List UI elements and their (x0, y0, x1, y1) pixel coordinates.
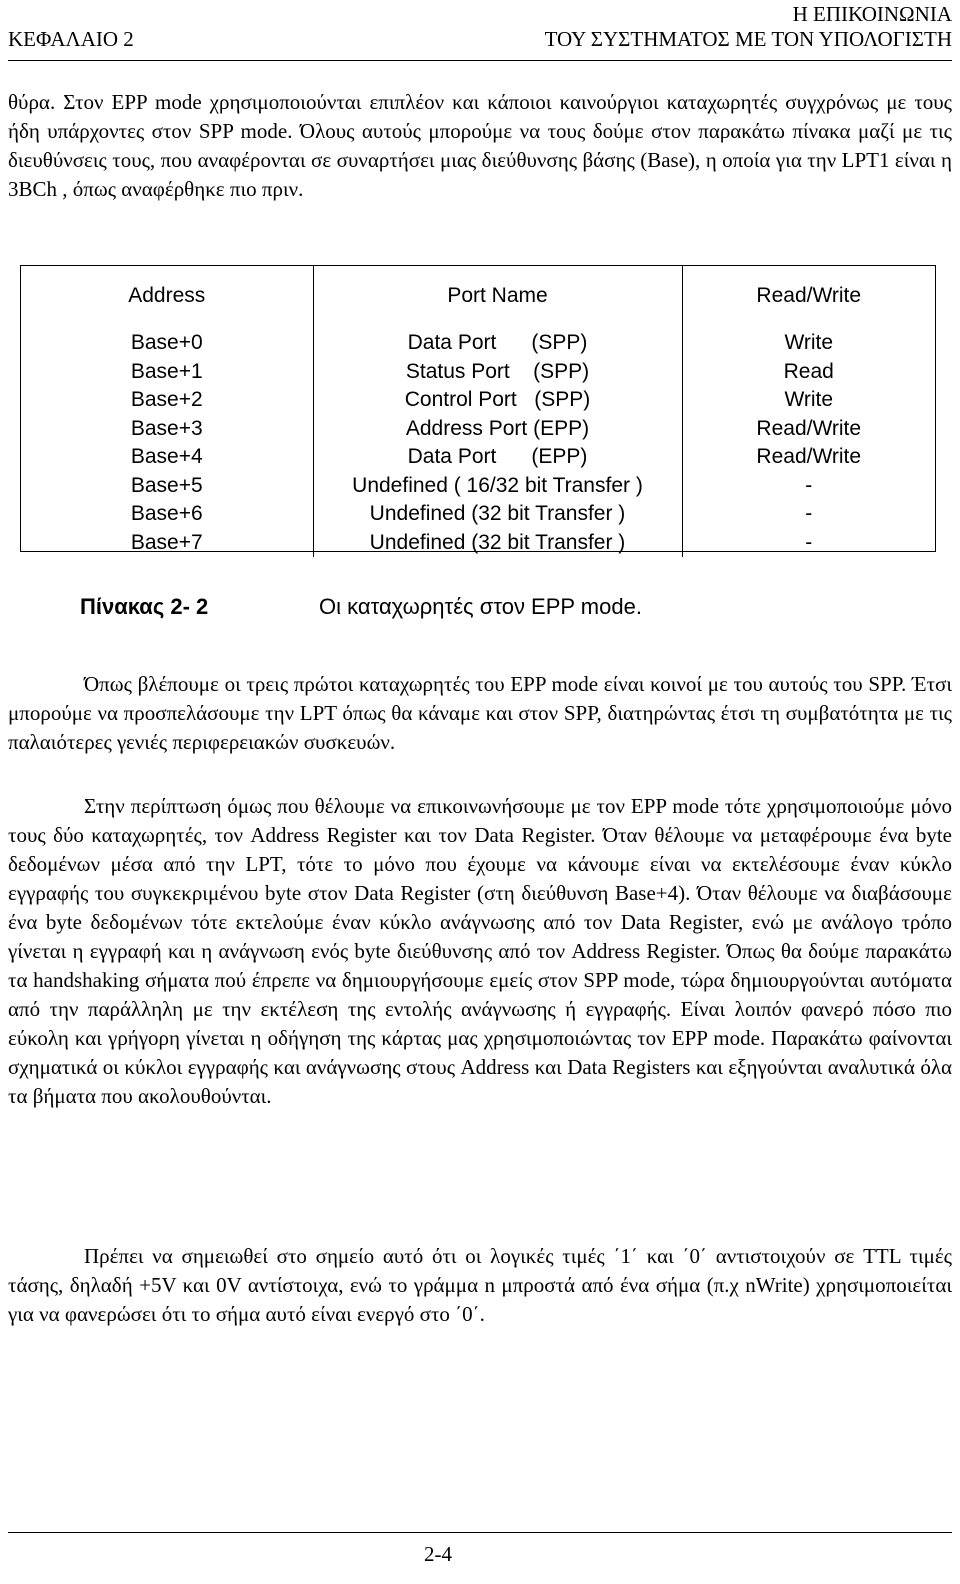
table-row (21, 443, 935, 472)
cell-port-name: Undefined (32 bit Transfer ) (313, 500, 682, 529)
paragraph-logic-levels: Πρέπει να σημειωθεί στο σημείο αυτό ότι οι λογικές τιμές ΄1΄ και ΄0΄ αντιστοιχούν σε TTL τιμές τάσης, δηλαδή +5V και 0V αντίστοιχα, ενώ το γράμμα n μπροστά από ένα σήμα (π.χ nWrite) χρησιμοποιείται για να φανερώσει ότι το σήμα αυτό είναι ενεργό στο ΄0΄. (8, 1244, 952, 1326)
header-divider (8, 60, 952, 61)
chapter-title-line-2: ΤΟΥ ΣΥΣΤΗΜΑΤΟΣ ΜΕ ΤΟΝ ΥΠΟΛΟΓΙΣΤΗ (544, 27, 952, 51)
cell-address: Base+0 (130, 331, 203, 354)
intro-paragraph: θύρα. Στον EPP mode χρησιμοποιούνται επιπλέον και κάποιοι καινούργιοι καταχωρητές συγχρόνως με τους ήδη υπάρχοντες στον SPP mode. Όλους αυτούς μπορούμε να τους δούμε στον παρακάτω πίνακα μαζί με τις διευθύνσεις τους, που αναφέρονται σε συναρτήσει μιας διεύθυνσης βάσης (Base), η οποία για την LPT1 είναι η 3BCh , όπως αναφέρθηκε πιο πριν. (8, 90, 952, 201)
cell-read-write: - (682, 529, 935, 558)
caption-label: Πίνακας 2- 2 (80, 594, 209, 619)
table-header-row (21, 266, 935, 323)
cell-read-write: Write (682, 323, 935, 358)
page-number: 2-4 (424, 1542, 452, 1566)
cell-port-name: Data Port (SPP) (313, 323, 682, 358)
footer-divider (8, 1532, 952, 1533)
table-row (21, 323, 935, 358)
cell-port-name: Control Port (SPP) (313, 386, 682, 415)
cell-address: Base+7 (130, 530, 203, 554)
table-row (21, 415, 935, 444)
cell-read-write: Read/Write (682, 415, 935, 444)
table-row (21, 529, 935, 558)
cell-port-name: Status Port (SPP) (313, 358, 682, 387)
chapter-label: ΚΕΦΑΛΑΙΟ 2 (8, 27, 134, 51)
cell-read-write: - (682, 472, 935, 501)
cell-address: Base+1 (130, 359, 203, 383)
table-row (21, 386, 935, 415)
cell-address: Base+6 (130, 502, 203, 525)
cell-address: Base+2 (130, 388, 203, 411)
table-row (21, 358, 935, 387)
register-table (20, 265, 936, 552)
cell-read-write: Read/Write (682, 443, 935, 472)
page-header (8, 2, 952, 54)
cell-address: Base+4 (130, 445, 203, 468)
header-read-write: Read/Write (682, 266, 935, 323)
chapter-title-line-1: Η ΕΠΙΚΟΙΝΩΝΙΑ (792, 2, 952, 26)
paragraph-spp-compat: Όπως βλέπουμε οι τρεις πρώτοι καταχωρητές του EPP mode είναι κοινοί με του αυτούς του SPP. Έτσι μπορούμε να προσπελάσουμε την LPT όπως θα κάναμε και στον SPP, διατηρώντας έτσι τη συμβατότητα με τις παλαιότερες γενιές περιφερειακών συσκευών. (8, 672, 952, 754)
cell-port-name: Undefined (32 bit Transfer ) (313, 529, 682, 558)
cell-read-write: Write (682, 386, 935, 415)
cell-address: Base+3 (130, 416, 203, 440)
cell-port-name: Address Port (EPP) (313, 415, 682, 444)
cell-read-write: Read (682, 358, 935, 387)
table-row (21, 472, 935, 501)
cell-port-name: Undefined ( 16/32 bit Transfer ) (313, 472, 682, 501)
caption-text: Οι καταχωρητές στον EPP mode. (319, 594, 642, 619)
cell-address: Base+5 (130, 473, 203, 497)
cell-port-name: Data Port (EPP) (313, 443, 682, 472)
cell-read-write: - (682, 500, 935, 529)
header-address: Address (128, 283, 206, 307)
header-port-name: Port Name (313, 266, 682, 323)
chapter-title (545, 2, 952, 52)
register-table-grid (21, 266, 935, 557)
paragraph-epp-registers: Στην περίπτωση όμως που θέλουμε να επικοινωνήσουμε με τον EPP mode τότε χρησιμοποιούμε μόνο τους δύο καταχωρητές, τον Address Register και τον Data Register. Όταν θέλουμε να μεταφέρουμε ένα byte δεδομένων μέσα από την LPT, τότε το μόνο που έχουμε να κάνουμε είναι να εκτελέσουμε έναν κύκλο εγγραφής του συγκεκριμένου byte στον Data Register (στη διεύθυνση Base+4). Όταν θέλουμε να διαβάσουμε ένα byte δεδομένων τότε εκτελούμε έναν κύκλο ανάγνωσης από τον Data Register, ενώ με ανάλογο τρόπο γίνεται η εγγραφή και η ανάγνωση ενός byte διεύθυνσης από τον Address Register. Όπως θα δούμε παρακάτω τα handshaking σήματα πού έπρεπε να δημιουργήσουμε εμείς στον SPP mode, τώρα δημιουργούνται αυτόματα από την παράλληλη με την εκτέλεση της εντολής ανάγνωσης ή εγγραφής. Είναι λοιπόν φανερό πόσο πιο εύκολη και γρήγορη γίνεται η οδήγηση της κάρτας μας χρησιμοποιώντας τον EPP mode. Παρακάτω φαίνονται σχηματικά οι κύκλοι εγγραφής και ανάγνωσης στους Address και Data Registers και εξηγούνται αναλυτικά όλα τα βήματα που ακολουθούνται. (8, 794, 952, 1108)
table-row (21, 500, 935, 529)
